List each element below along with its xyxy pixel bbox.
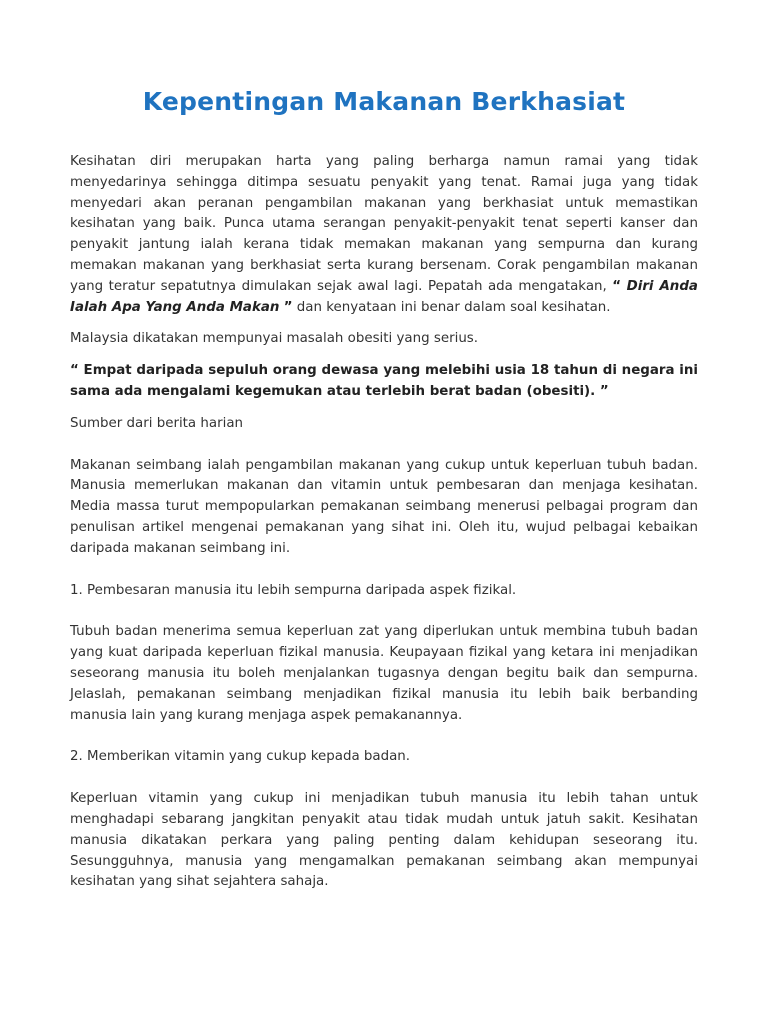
point-body-1: Tubuh badan menerima semua keperluan zat yang diperlukan untuk membina tubuh badan yang kuat daripada keperluan fizikal manusia. Keupayaan fizikal yang ketara ini menjadikan seseorang manusia itu boleh menjalankan tugasnya dengan begitu baik dan sempurna. Jelaslah, pemakanan seimbang menjadikan fizikal manusia itu lebih baik berbanding manusia lain yang kurang menjaga aspek pemakanannya. (70, 624, 698, 723)
point-heading-1: 1. Pembesaran manusia itu lebih sempurna daripada aspek fizikal. (70, 582, 517, 598)
obesity-statement: Malaysia dikatakan mempunyai masalah obesiti yang serius. (70, 331, 479, 347)
intro-text-after: dan kenyataan ini benar dalam soal kesihatan. (296, 299, 611, 315)
intro-text: Kesihatan diri merupakan harta yang paling berharga namun ramai yang tidak menyedarinya sehingga ditimpa sesuatu penyakit yang tenat. Ramai juga yang tidak menyedari akan peranan pengambilan makanan yang berkhasiat untuk memastikan kesihatan yang baik. Punca utama serangan penyakit-penyakit tenat seperti kanser dan penyakit jantung ialah kerana tidak memakan makanan yang sempurna dan kurang memakan makanan yang berkhasiat serta kurang bersenam. Corak pengambilan makanan yang teratur sepatutnya dimulakan sejak awal lagi. Pepatah ada mengatakan, (70, 154, 698, 294)
open-quote-mark: “ (612, 278, 622, 294)
statistic-quote: “ Empat daripada sepuluh orang dewasa yang melebihi usia 18 tahun di negara ini sama ada mengalami kegemukan atau terlebih berat badan (obesiti). ” (70, 363, 698, 399)
close-quote-mark: ” (283, 299, 293, 315)
point-heading-2: 2. Memberikan vitamin yang cukup kepada badan. (70, 749, 411, 765)
point-body-2: Keperluan vitamin yang cukup ini menjadikan tubuh manusia itu lebih tahan untuk menghadapi sebarang jangkitan penyakit atau tidak mudah untuk jatuh sakit. Kesihatan manusia dikatakan perkara yang paling penting dalam kehidupan seseorang itu. Sesungguhnya, manusia yang mengamalkan pemakanan seimbang akan mempunyai kesihatan yang sihat sejahtera sahaja. (70, 791, 698, 890)
balanced-diet-paragraph: Makanan seimbang ialah pengambilan makanan yang cukup untuk keperluan tubuh badan. Manusia memerlukan makanan dan vitamin untuk pembesaran dan menjaga kesihatan. Media massa turut mempopularkan pemakanan seimbang menerusi pelbagai program dan penulisan artikel mengenai pemakanan yang sihat ini. Oleh itu, wujud pelbagai kebaikan daripada makanan seimbang ini. (70, 457, 698, 556)
intro-paragraph (70, 152, 698, 318)
page-title: Kepentingan Makanan Berkhasiat (142, 87, 626, 116)
proverb-text: Diri Anda Ialah Apa Yang Anda Makan (70, 278, 698, 315)
document-page (70, 84, 698, 904)
source-citation: Sumber dari berita harian (70, 415, 244, 431)
